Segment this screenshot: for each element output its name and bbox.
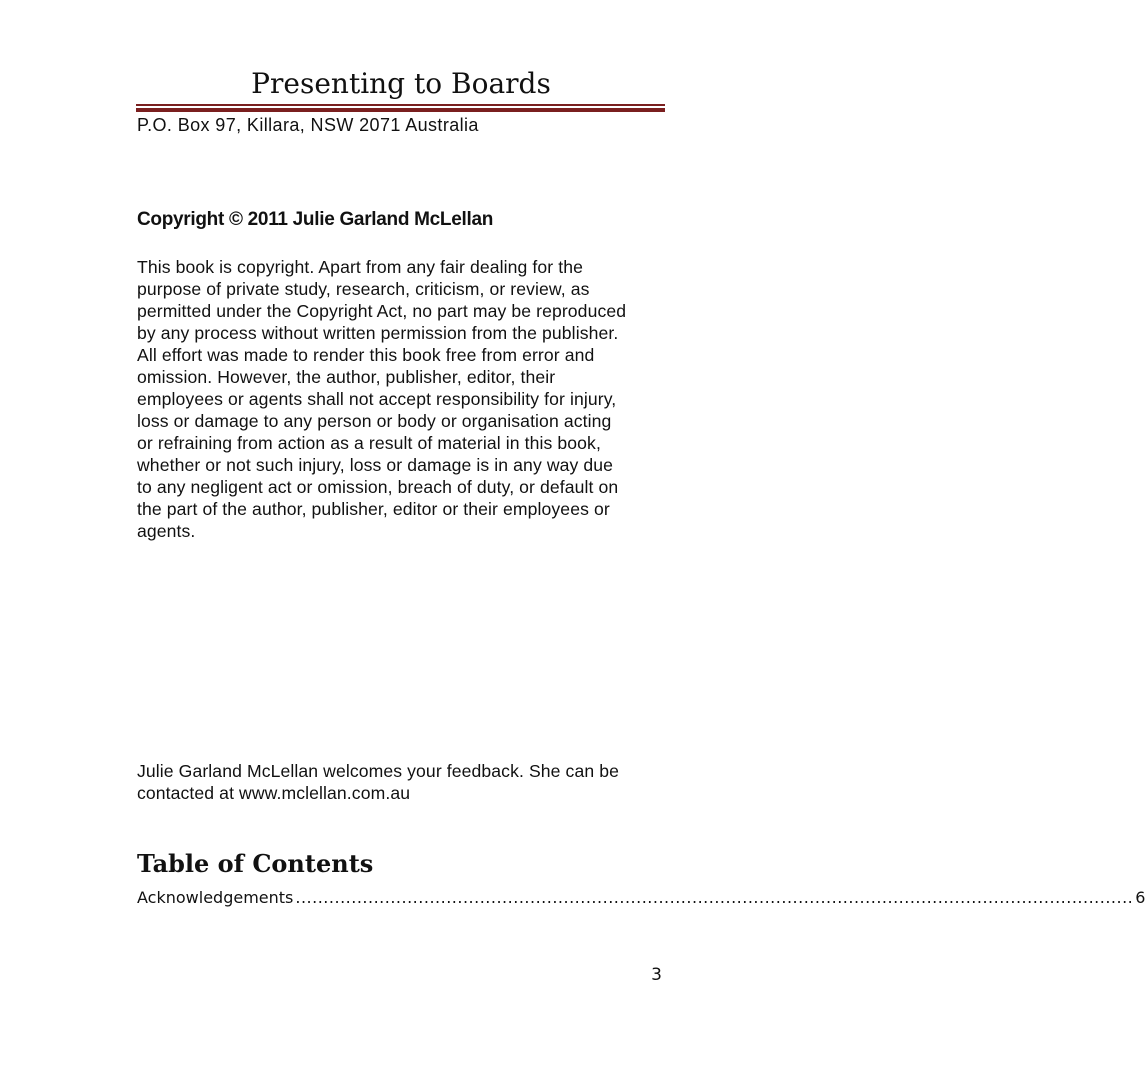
copyright-line: the part of the author, publisher, editor or their employees or xyxy=(137,499,610,519)
toc-entry-label: Acknowledgements xyxy=(137,888,294,907)
copyright-line: omission. However, the author, publisher, editor, their xyxy=(137,367,556,387)
header-rule xyxy=(136,104,665,114)
feedback-line: contacted at www.mclellan.com.au xyxy=(137,783,411,803)
copyright-line: whether or not such injury, loss or damage is in any way due xyxy=(137,455,614,475)
feedback-note xyxy=(137,760,665,804)
copyright-line: by any process without written permission from the publisher. xyxy=(137,323,619,343)
copyright-line: loss or damage to any person or body or organisation acting xyxy=(137,411,612,431)
running-header-title: Presenting to Boards xyxy=(251,67,551,100)
copyright-line: permitted under the Copyright Act, no part may be reproduced xyxy=(137,301,627,321)
copyright-heading: Copyright © 2011 Julie Garland McLellan xyxy=(137,209,494,230)
toc-entry-page: 6 xyxy=(1135,888,1145,907)
copyright-line: to any negligent act or omission, breach of duty, or default on xyxy=(137,477,619,497)
publisher-address: P.O. Box 97, Killara, NSW 2071 Australia xyxy=(137,115,479,135)
copyright-line: purpose of private study, research, criticism, or review, as xyxy=(137,279,590,299)
toc-entry-acknowledgements[interactable] xyxy=(137,886,1145,910)
feedback-line: Julie Garland McLellan welcomes your feedback. She can be xyxy=(137,761,619,781)
copyright-line: This book is copyright. Apart from any fair dealing for the xyxy=(137,257,583,277)
header-rule-thick-line xyxy=(136,108,665,112)
copyright-line: employees or agents shall not accept responsibility for injury, xyxy=(137,389,617,409)
page-number: 3 xyxy=(651,965,662,985)
copyright-notice xyxy=(137,256,665,542)
copyright-line: All effort was made to render this book free from error and xyxy=(137,345,595,365)
header-rule-thin-line xyxy=(136,104,665,106)
toc-title: Table of Contents xyxy=(137,849,374,878)
copyright-line: agents. xyxy=(137,521,196,541)
copyright-line: or refraining from action as a result of material in this book, xyxy=(137,433,601,453)
toc-dot-leader: ...................................................................................................................................................... xyxy=(295,888,1134,907)
